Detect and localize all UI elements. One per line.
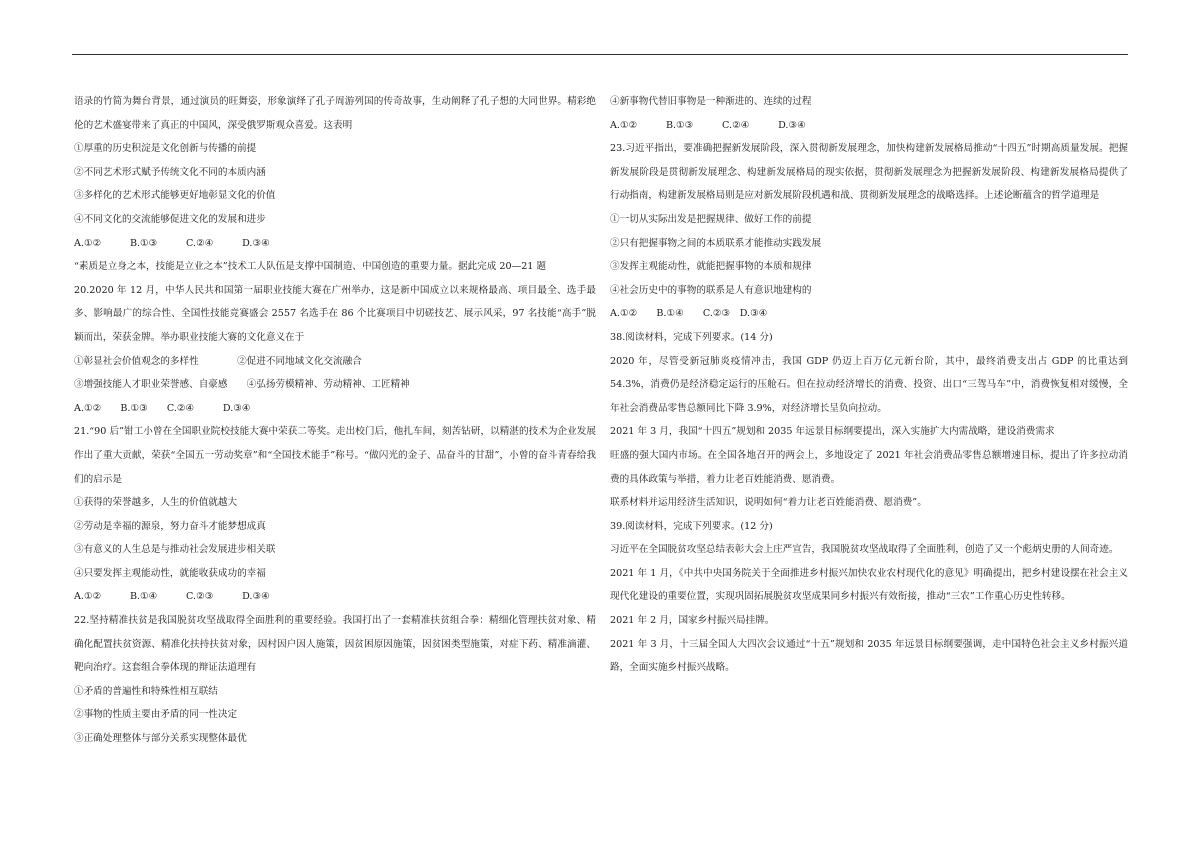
- left-para-8: ①彰显社会价值观念的多样性 ②促进不同地域文化交流融合: [74, 355, 362, 367]
- left-question-20: 20.2020 年 12 月，中华人民共和国第一届职业技能大赛在广州举办，这是新中国成立以来规格最高、项目最全、选手最多、影响最广的综合性、全国性技能竞赛盛会 2557 名选手在 86 个比赛项目中切磋技艺、展示风采，97 名技能“高手”脱颖而出，荣获金牌。举办职业技能大赛的文化意义在于: [74, 284, 596, 343]
- left-para-4: ④不同文化的交流能够促进文化的发展和进步: [74, 213, 266, 225]
- right-para-17: 2021 年 3 月，十三届全国人大四次会议通过“十五”规划和 2035 年远景目标纲要强调，走中国特色社会主义乡村振兴道路，全面实施乡村振兴战略。: [610, 638, 1128, 674]
- left-para-12: ①获得的荣誉越多，人生的价值就越大: [74, 497, 238, 509]
- left-para-6: “素质是立身之本，技能是立业之本”技术工人队伍是支撑中国制造、中国创造的重要力量。据此完成 20—21 题: [74, 261, 547, 273]
- right-question-23: 23.习近平指出，要准确把握新发展阶段，深入贯彻新发展理念，加快构建新发展格局推动“十四五”时期高质量发展。把握新发展阶段是贯彻新发展理念、构建新发展格局的现实依据，贯彻新发展理念为把握新发展阶段、构建新发展格局提供了行动指南，构建新发展格局则是应对新发展阶段机遇和战、贯彻新发展理念的战略选择。上述论断蕴含的哲学道理是: [610, 143, 1128, 202]
- left-para-20: ③正确处理整体与部分关系实现整体最优: [74, 733, 247, 745]
- right-para-11: 旺盛的强大国内市场。在全国各地召开的两会上，多地设定了 2021 年社会消费品零售总额增速目标，提出了许多拉动消费的具体政策与举措，着力让老百姓能消费、愿消费。: [610, 449, 1128, 485]
- right-answer-options-22: A.①② B.①③ C.②④ D.③④: [610, 119, 806, 131]
- left-para-19: ②事物的性质主要由矛盾的同一性决定: [74, 709, 238, 721]
- left-para-2: ②不同艺术形式赋予传统文化不同的本质内涵: [74, 166, 266, 178]
- left-para-13: ②劳动是幸福的源泉，努力奋斗才能梦想成真: [74, 520, 266, 532]
- right-para-15: 2021 年 1 月，《中共中央国务院关于全面推进乡村振兴加快农业农村现代化的意见》明确提出，把乡村建设摆在社会主义现代化建设的重要位置，实现巩固拓展脱贫攻坚成果同乡村振兴有效衔接，推动“三农”工作重心历史性转移。: [610, 567, 1128, 603]
- left-para-15: ④只要发挥主观能动性，就能收获成功的幸福: [74, 567, 266, 579]
- right-para-16: 2021 年 2 月，国家乡村振兴局挂牌。: [610, 615, 775, 627]
- left-para-14: ③有意义的人生总是与推动社会发展进步相关联: [74, 544, 276, 556]
- left-question-22: 22.坚持精准扶贫是我国脱贫攻坚战取得全面胜利的重要经验。我国打出了一套精准扶贫组合拳：精细化管理扶贫对象、精确化配置扶贫资源、精准化扶持扶贫对象，因村因户因人施策，因贫困原因施策，因贫困类型施策，对症下药、精准滴灌、靶向治疗。这套组合拳体现的辩证法道理有: [74, 615, 596, 674]
- right-question-38: 38.阅读材料，完成下列要求。(14 分): [610, 331, 773, 343]
- right-para-3: ①一切从实际出发是把握规律、做好工作的前提: [610, 213, 812, 225]
- right-column: [610, 90, 1128, 680]
- left-question-21: 21.“90 后”钳工小曾在全国职业院校技能大赛中荣获二等奖。走出校门后，他扎车间，刻苦钻研，以精湛的技术为企业发展作出了重大贡献，荣获“全国五一劳动奖章”和“全国技术能手”称号。“做闪光的金子、品奋斗的甘甜”，小曾的奋斗青春给我们的启示是: [74, 426, 596, 485]
- left-answer-options-21: A.①② B.①④ C.②③ D.③④: [74, 591, 270, 603]
- right-para-6: ④社会历史中的事物的联系是人有意识地建构的: [610, 284, 812, 296]
- header-rule: [72, 54, 1128, 55]
- left-answer-options-20: A.①② B.①③ C.②④ D.③④: [74, 402, 251, 414]
- left-para-0: 语录的竹简为舞台背景，通过演员的旺舞姿，形象演绎了孔子周游列国的传奇故事，生动阐释了孔子想的大同世界。精彩绝伦的艺术盛宴带来了真正的中国风，深受俄罗斯观众喜爱。这表明: [74, 96, 596, 131]
- right-para-10: 2021 年 3 月，我国“十四五”规划和 2035 年远景目标纲要提出，深入实施扩大内需战略，建设消费需求: [610, 426, 1055, 438]
- left-answer-options-19: A.①② B.①③ C.②④ D.③④: [74, 237, 270, 249]
- right-para-14: 习近平在全国脱贫攻坚总结表彰大会上庄严宣告，我国脱贫攻坚战取得了全面胜利，创造了又一个彪炳史册的人间奇迹。: [610, 544, 1119, 556]
- left-para-18: ①矛盾的普遍性和特殊性相互联结: [74, 685, 218, 697]
- left-para-1: ①厚重的历史积淀是文化创新与传播的前提: [74, 143, 257, 155]
- left-para-9: ③增强技能人才职业荣誉感、自豪感 ④弘扬劳模精神、劳动精神、工匠精神: [74, 379, 410, 391]
- right-question-39: 39.阅读材料，完成下列要求。(12 分): [610, 520, 773, 532]
- right-para-12: 联系材料并运用经济生活知识，说明如何“着力让老百姓能消费、愿消费”。: [610, 497, 927, 509]
- right-para-5: ③发挥主观能动性，就能把握事物的本质和规律: [610, 261, 812, 273]
- right-para-4: ②只有把握事物之间的本质联系才能推动实践发展: [610, 237, 822, 249]
- right-para-0: ④新事物代替旧事物是一种渐进的、连续的过程: [610, 96, 812, 107]
- right-answer-options-23: A.①② B.①④ C.②③ D.③④: [610, 308, 768, 320]
- left-para-3: ③多样化的艺术形式能够更好地彰显文化的价值: [74, 190, 276, 202]
- right-para-9: 2020 年，尽管受新冠肺炎疫情冲击，我国 GDP 仍迈上百万亿元新台阶，其中，最终消费支出占 GDP 的比重达到 54.3%，消费仍是经济稳定运行的压舱石。但在拉动经济增长的消费、投资、出口“三驾马车”中，消费恢复相对缓慢，全年社会消费品零售总额同比下降 3.9%，对经济增长呈负向拉动。: [610, 355, 1128, 414]
- left-column: [74, 90, 596, 751]
